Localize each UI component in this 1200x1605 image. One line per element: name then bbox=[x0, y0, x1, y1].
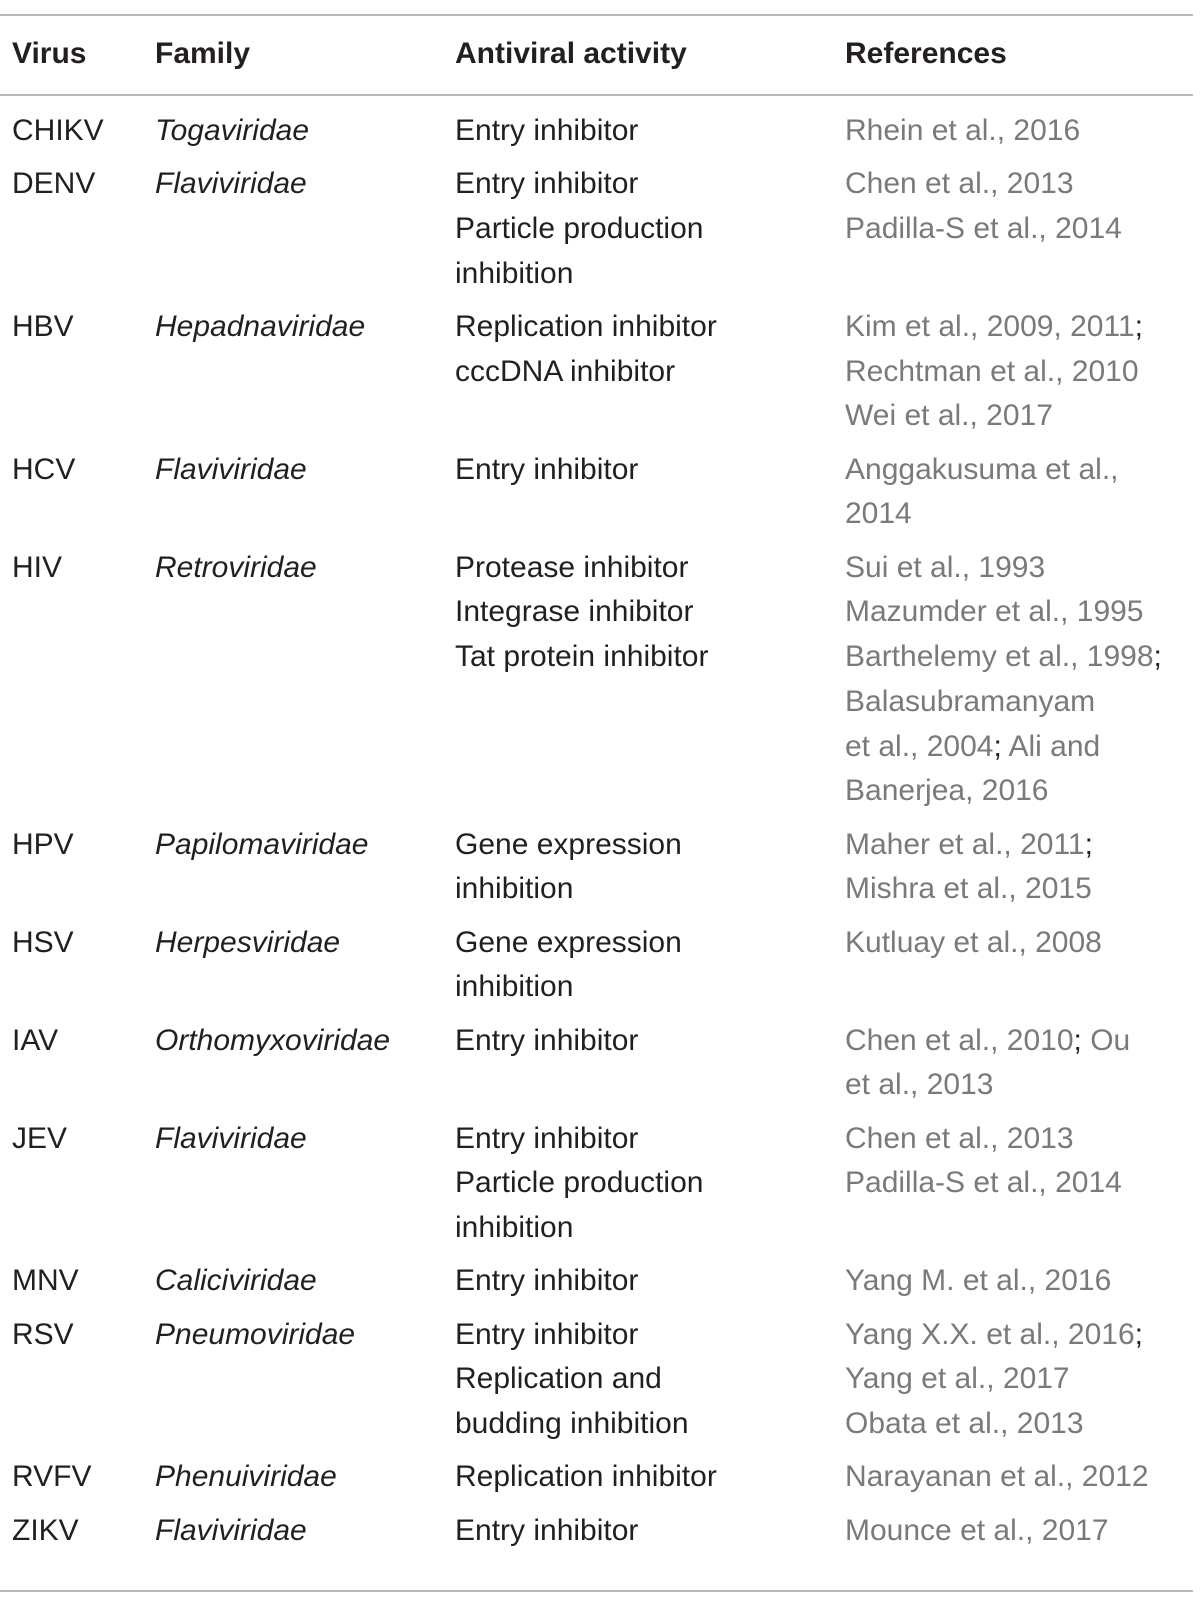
virus-cell: HPV bbox=[12, 827, 74, 861]
reference-separator: ; bbox=[1153, 640, 1162, 674]
reference-line bbox=[845, 1357, 1143, 1402]
reference-line bbox=[845, 305, 1143, 350]
antiviral-activity-cell bbox=[455, 823, 682, 912]
reference-link[interactable]: Kim et al., 2009, 2011 bbox=[845, 310, 1135, 343]
activity-line: Gene expression bbox=[455, 827, 682, 861]
reference-link[interactable]: Kutluay et al., 2008 bbox=[845, 925, 1102, 959]
references-cell bbox=[845, 448, 1119, 537]
virus-cell: HIV bbox=[12, 550, 63, 584]
reference-link[interactable]: Mishra et al., 2015 bbox=[845, 872, 1092, 906]
activity-line: Entry inhibitor bbox=[455, 1023, 639, 1057]
activity-line: Entry inhibitor bbox=[455, 114, 639, 147]
reference-link[interactable]: Sui et al., 1993 bbox=[845, 550, 1046, 584]
header-family: Family bbox=[155, 37, 251, 70]
virus-cell: RSV bbox=[12, 1317, 74, 1351]
activity-line: inhibition bbox=[455, 872, 574, 906]
references-cell bbox=[845, 1509, 1109, 1554]
header-virus: Virus bbox=[12, 37, 87, 70]
reference-link[interactable]: Chen et al., 2013 bbox=[845, 167, 1074, 201]
references-cell bbox=[845, 1019, 1130, 1108]
reference-link[interactable]: Rechtman et al., 2010 bbox=[845, 354, 1139, 388]
reference-line bbox=[845, 1455, 1149, 1500]
activity-line: Protease inhibitor bbox=[455, 550, 689, 584]
activity-line: inhibition bbox=[455, 1210, 574, 1244]
reference-link[interactable]: Ali and bbox=[1008, 729, 1101, 763]
family-cell: Flaviviridae bbox=[155, 1513, 307, 1547]
reference-link[interactable]: Balasubramanyam bbox=[845, 684, 1096, 718]
family-cell: Caliciviridae bbox=[155, 1264, 317, 1298]
reference-link[interactable]: Chen et al., 2013 bbox=[845, 1121, 1074, 1155]
virus-cell: RVFV bbox=[12, 1460, 92, 1494]
activity-line: Entry inhibitor bbox=[455, 1121, 639, 1155]
antiviral-activity-cell bbox=[455, 546, 708, 680]
reference-line bbox=[845, 635, 1162, 680]
activity-line: Entry inhibitor bbox=[455, 1264, 639, 1298]
reference-link[interactable]: Maher et al., 2011 bbox=[845, 827, 1085, 861]
reference-line bbox=[845, 725, 1162, 770]
reference-line bbox=[845, 1313, 1143, 1358]
virus-cell: HCV bbox=[12, 452, 76, 486]
reference-link[interactable]: Obata et al., 2013 bbox=[845, 1406, 1084, 1440]
reference-link[interactable]: et al., 2004 bbox=[845, 729, 994, 763]
reference-line bbox=[845, 546, 1162, 591]
antiviral-activity-cell bbox=[455, 448, 638, 493]
reference-separator: ; bbox=[1084, 827, 1093, 861]
antiviral-activity-cell bbox=[455, 1509, 638, 1554]
references-cell bbox=[845, 1117, 1122, 1206]
reference-line bbox=[845, 109, 1080, 154]
activity-line: Replication and bbox=[455, 1362, 662, 1396]
reference-line bbox=[845, 492, 1119, 537]
virus-cell: JEV bbox=[12, 1121, 68, 1155]
antiviral-activity-cell bbox=[455, 1313, 689, 1447]
reference-link[interactable]: Yang X.X. et al., 2016 bbox=[845, 1317, 1135, 1351]
family-cell: Togaviridae bbox=[155, 114, 309, 147]
reference-line bbox=[845, 590, 1162, 635]
reference-line bbox=[845, 162, 1122, 207]
activity-line: budding inhibition bbox=[455, 1406, 689, 1440]
family-cell: Papilomaviridae bbox=[155, 827, 369, 861]
virus-cell: MNV bbox=[12, 1264, 79, 1298]
reference-line bbox=[845, 1259, 1111, 1304]
reference-line bbox=[845, 1019, 1130, 1064]
reference-line bbox=[845, 1063, 1130, 1108]
reference-link[interactable]: Banerjea, 2016 bbox=[845, 774, 1049, 808]
antiviral-activity-cell bbox=[455, 109, 638, 154]
reference-link[interactable]: Mazumder et al., 1995 bbox=[845, 595, 1144, 629]
activity-line: Integrase inhibitor bbox=[455, 595, 694, 629]
reference-line bbox=[845, 769, 1162, 814]
family-cell: Flaviviridae bbox=[155, 1121, 307, 1155]
references-cell bbox=[845, 921, 1102, 966]
reference-link[interactable]: Barthelemy et al., 1998 bbox=[845, 640, 1154, 674]
family-cell: Flaviviridae bbox=[155, 167, 307, 201]
table-bottom-rule bbox=[0, 1590, 1193, 1592]
references-cell bbox=[845, 1259, 1111, 1304]
family-cell: Hepadnaviridae bbox=[155, 310, 366, 343]
reference-link[interactable]: Mounce et al., 2017 bbox=[845, 1513, 1109, 1547]
reference-line bbox=[845, 921, 1102, 966]
reference-link[interactable]: Wei et al., 2017 bbox=[845, 399, 1053, 433]
reference-line bbox=[845, 448, 1119, 493]
references-cell bbox=[845, 1455, 1149, 1500]
header-references: References bbox=[845, 37, 1007, 70]
antiviral-activity-cell bbox=[455, 921, 682, 1010]
references-cell bbox=[845, 162, 1122, 251]
reference-line bbox=[845, 1161, 1122, 1206]
reference-line bbox=[845, 1402, 1143, 1447]
activity-line: Entry inhibitor bbox=[455, 167, 639, 201]
reference-link[interactable]: Padilla-S et al., 2014 bbox=[845, 212, 1122, 245]
reference-line bbox=[845, 1117, 1122, 1162]
header-antiviral-activity: Antiviral activity bbox=[455, 37, 687, 70]
reference-link[interactable]: Ou bbox=[1090, 1023, 1131, 1057]
reference-separator: ; bbox=[1134, 310, 1143, 343]
activity-line: Entry inhibitor bbox=[455, 1317, 639, 1351]
activity-line: Entry inhibitor bbox=[455, 1513, 639, 1547]
activity-line: Replication inhibitor bbox=[455, 310, 717, 343]
family-cell: Phenuiviridae bbox=[155, 1460, 337, 1494]
reference-link[interactable]: Yang M. et al., 2016 bbox=[845, 1264, 1112, 1298]
virus-cell: HSV bbox=[12, 925, 74, 959]
virus-cell: HBV bbox=[12, 310, 74, 343]
reference-link[interactable]: Anggakusuma et al., bbox=[845, 452, 1119, 486]
antiviral-activity-cell bbox=[455, 1259, 638, 1304]
family-cell: Orthomyxoviridae bbox=[155, 1023, 391, 1057]
virus-cell: DENV bbox=[12, 167, 96, 201]
references-cell bbox=[845, 109, 1080, 154]
reference-link[interactable]: Rhein et al., 2016 bbox=[845, 114, 1081, 147]
reference-link[interactable]: Yang et al., 2017 bbox=[845, 1362, 1070, 1396]
antiviral-activity-cell bbox=[455, 162, 703, 296]
reference-line bbox=[845, 1509, 1109, 1554]
reference-link[interactable]: et al., 2013 bbox=[845, 1068, 994, 1102]
references-cell bbox=[845, 546, 1162, 814]
antiviral-activity-cell bbox=[455, 1117, 703, 1251]
reference-link[interactable]: 2014 bbox=[845, 497, 912, 531]
virus-cell: IAV bbox=[12, 1023, 59, 1057]
activity-line: Particle production bbox=[455, 212, 704, 245]
reference-separator: ; bbox=[1073, 1023, 1091, 1057]
antiviral-activity-cell bbox=[455, 305, 717, 394]
reference-line bbox=[845, 867, 1093, 912]
virus-cell: ZIKV bbox=[12, 1513, 79, 1547]
activity-line: Gene expression bbox=[455, 925, 682, 959]
reference-line bbox=[845, 394, 1143, 439]
references-cell bbox=[845, 823, 1093, 912]
family-cell: Herpesviridae bbox=[155, 925, 341, 959]
family-cell: Pneumoviridae bbox=[155, 1317, 356, 1351]
reference-link[interactable]: Padilla-S et al., 2014 bbox=[845, 1166, 1122, 1200]
reference-link[interactable]: Narayanan et al., 2012 bbox=[845, 1460, 1149, 1494]
activity-line: Tat protein inhibitor bbox=[455, 640, 709, 674]
references-cell bbox=[845, 1313, 1143, 1447]
activity-line: inhibition bbox=[455, 970, 574, 1004]
activity-line: inhibition bbox=[455, 256, 574, 290]
family-cell: Retroviridae bbox=[155, 550, 317, 584]
references-cell bbox=[845, 305, 1143, 439]
family-cell: Flaviviridae bbox=[155, 452, 307, 486]
reference-line bbox=[845, 680, 1162, 725]
reference-line bbox=[845, 207, 1122, 252]
reference-separator: ; bbox=[993, 729, 1009, 763]
reference-separator: ; bbox=[1134, 1317, 1143, 1351]
antiviral-activity-cell bbox=[455, 1019, 638, 1064]
reference-line bbox=[845, 823, 1093, 868]
antiviral-activity-cell bbox=[455, 1455, 717, 1500]
activity-line: cccDNA inhibitor bbox=[455, 354, 676, 388]
reference-link[interactable]: Chen et al., 2010 bbox=[845, 1023, 1074, 1057]
reference-line bbox=[845, 350, 1143, 395]
virus-cell: CHIKV bbox=[12, 114, 104, 147]
activity-line: Replication inhibitor bbox=[455, 1460, 717, 1494]
activity-line: Particle production bbox=[455, 1166, 704, 1200]
activity-line: Entry inhibitor bbox=[455, 452, 639, 486]
